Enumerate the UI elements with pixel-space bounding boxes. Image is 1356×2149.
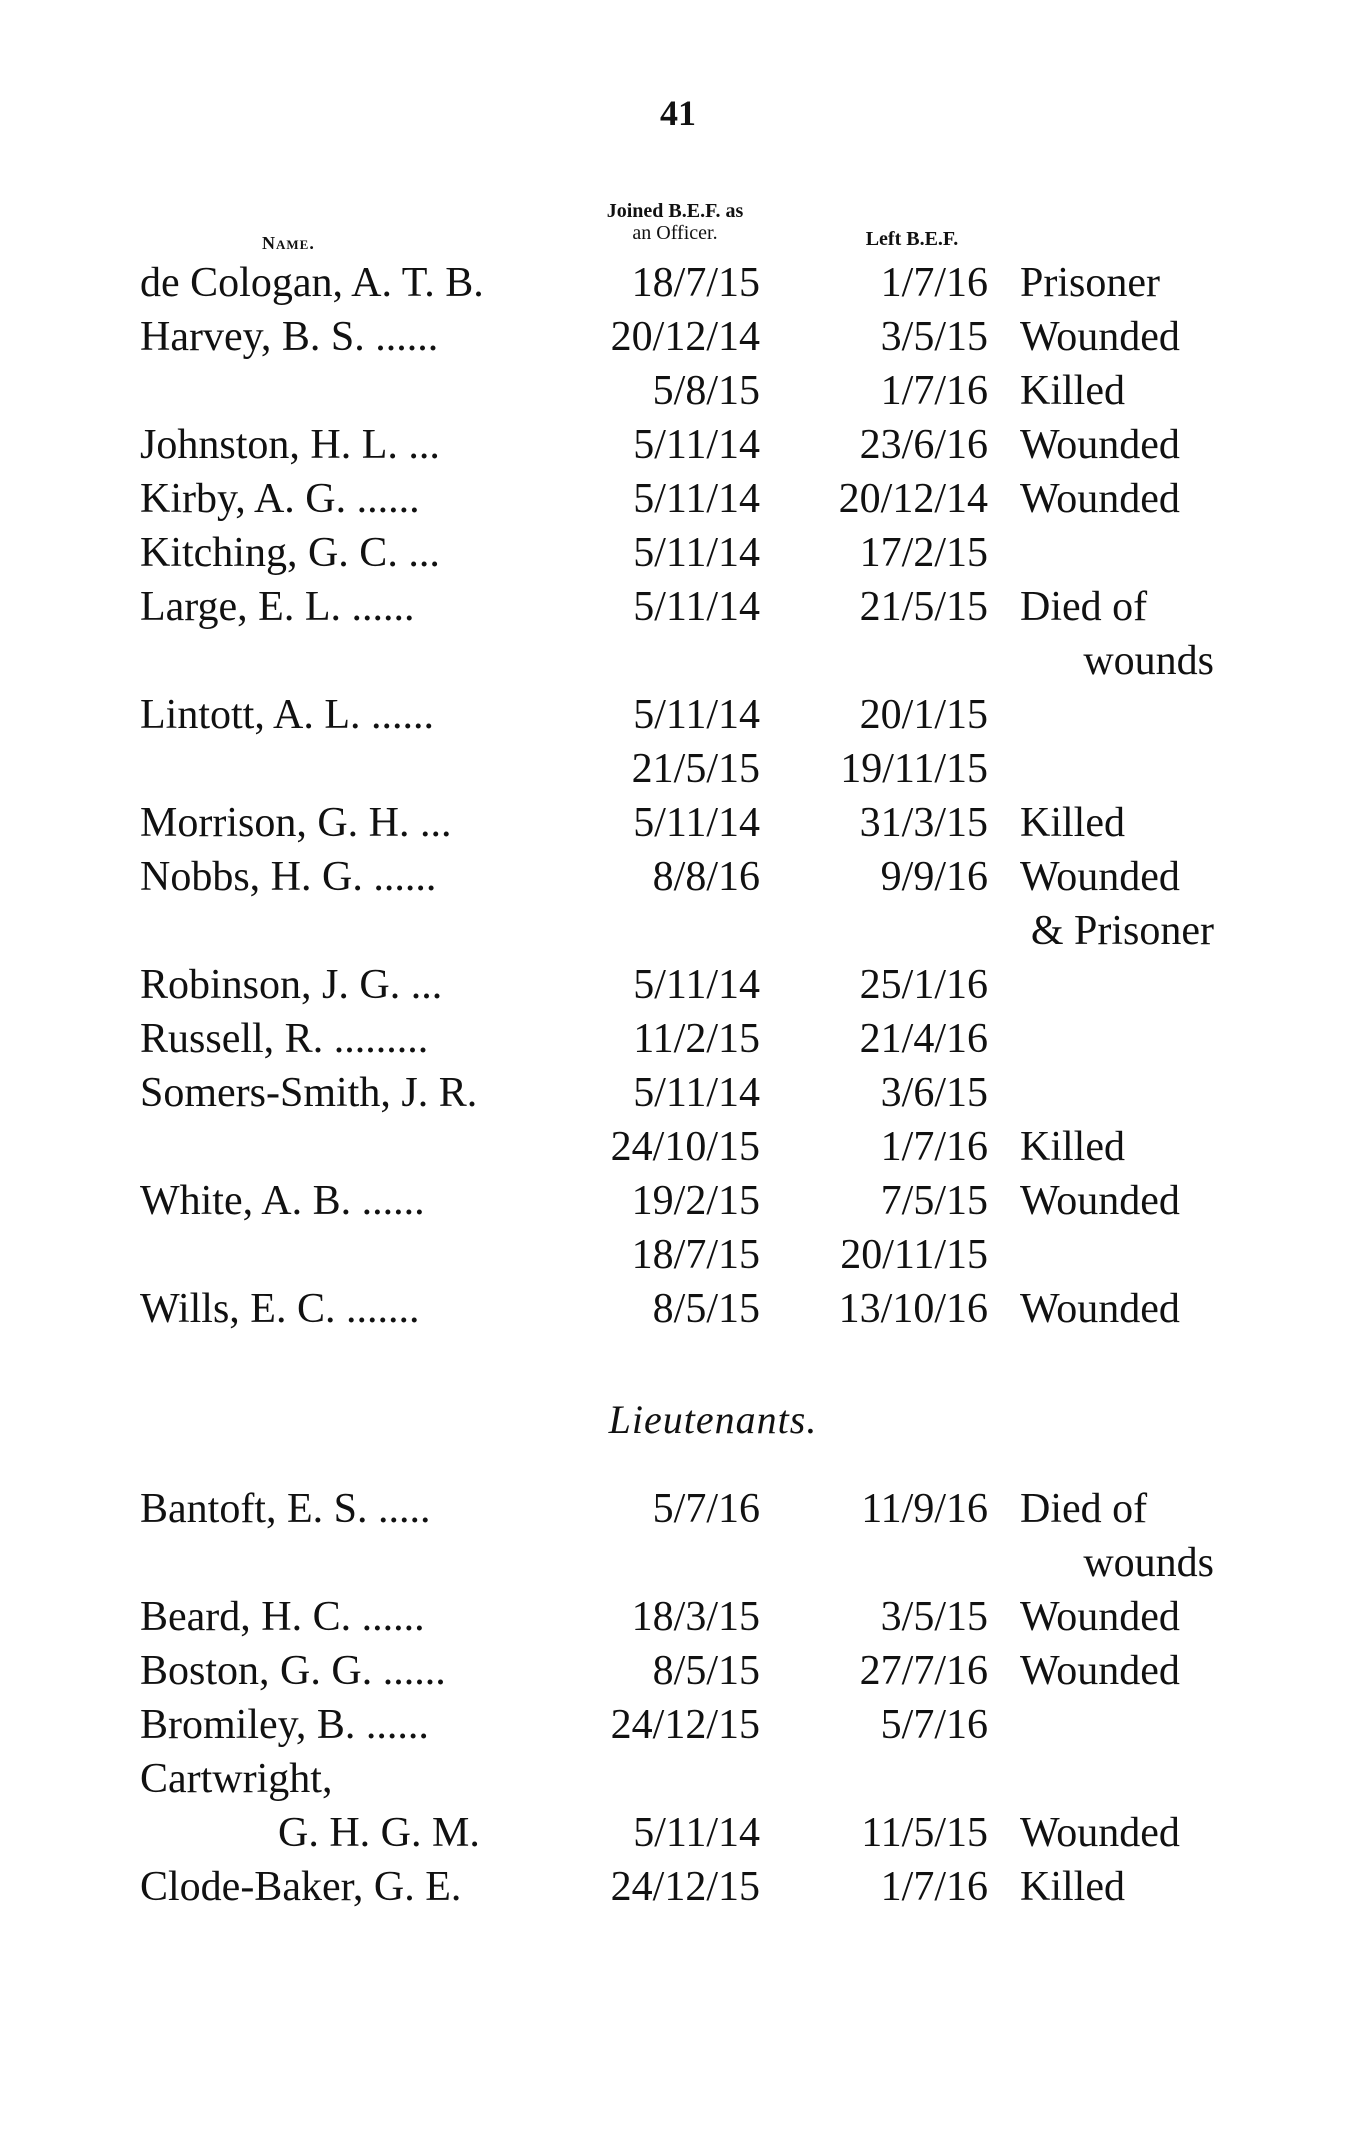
page-number: 41 <box>660 93 696 133</box>
remark: Wounded <box>1020 1594 1180 1640</box>
table-row <box>0 1806 1356 1860</box>
remark: Wounded <box>1020 854 1180 900</box>
joined-date: 24/10/15 <box>610 1124 760 1170</box>
table-row <box>0 1590 1356 1644</box>
remark: Prisoner <box>1020 260 1160 306</box>
column-header-name: Name. <box>262 233 315 253</box>
table-row <box>0 1752 1356 1806</box>
remark: & Prisoner <box>1030 908 1214 954</box>
remark: Wounded <box>1020 476 1180 522</box>
left-date: 20/1/15 <box>859 692 988 738</box>
table-row <box>0 1066 1356 1120</box>
left-date: 11/5/15 <box>861 1810 988 1856</box>
column-header-left: Left B.E.F. <box>865 228 959 250</box>
left-date: 19/11/15 <box>840 746 988 792</box>
joined-date: 5/11/14 <box>633 584 760 630</box>
remark: Wounded <box>1020 1286 1180 1332</box>
joined-date: 18/7/15 <box>631 260 760 306</box>
table-row <box>0 526 1356 580</box>
left-date: 1/7/16 <box>880 260 988 306</box>
remark: Killed <box>1020 368 1125 414</box>
joined-date: 21/5/15 <box>631 746 760 792</box>
joined-date: 8/5/15 <box>652 1648 760 1694</box>
remark: Killed <box>1020 1864 1125 1910</box>
left-date: 1/7/16 <box>880 1864 988 1910</box>
joined-date: 5/11/14 <box>633 422 760 468</box>
table-row <box>0 1482 1356 1536</box>
remark: Killed <box>1020 1124 1125 1170</box>
table-row <box>0 580 1356 634</box>
officer-name: Large, E. L. ...... <box>140 584 415 630</box>
table-row <box>0 1860 1356 1914</box>
officer-name: Kitching, G. C. ... <box>140 530 440 576</box>
left-date: 25/1/16 <box>859 962 988 1008</box>
left-date: 31/3/15 <box>859 800 988 846</box>
remark: Wounded <box>1020 1648 1180 1694</box>
table-row <box>0 256 1356 310</box>
table-row <box>0 1644 1356 1698</box>
officer-name: Clode-Baker, G. E. <box>140 1864 462 1910</box>
joined-date: 5/11/14 <box>633 800 760 846</box>
remark: Wounded <box>1020 1810 1180 1856</box>
left-date: 1/7/16 <box>880 368 988 414</box>
remark: Wounded <box>1020 314 1180 360</box>
officer-name: Kirby, A. G. ...... <box>140 476 420 522</box>
joined-date: 5/8/15 <box>652 368 760 414</box>
officer-name: Bromiley, B. ...... <box>140 1702 429 1748</box>
remark: Died of <box>1020 584 1148 630</box>
table-row <box>0 742 1356 796</box>
officer-name: Harvey, B. S. ...... <box>140 314 439 360</box>
left-date: 7/5/15 <box>880 1178 988 1224</box>
remark: Killed <box>1020 800 1125 846</box>
joined-date: 5/7/16 <box>652 1486 760 1532</box>
officer-name: de Cologan, A. T. B. <box>140 260 484 306</box>
remark: Wounded <box>1020 1178 1180 1224</box>
officer-name: Bantoft, E. S. ..... <box>140 1486 431 1532</box>
table-row <box>0 958 1356 1012</box>
table-row <box>0 310 1356 364</box>
officer-name: Boston, G. G. ...... <box>140 1648 446 1694</box>
table-row <box>0 1174 1356 1228</box>
left-date: 3/5/15 <box>880 314 988 360</box>
officer-name: Russell, R. ......... <box>140 1016 429 1062</box>
table-row <box>0 1228 1356 1282</box>
column-header-joined-line2: an Officer. <box>632 222 718 244</box>
column-header-joined-line1: Joined B.E.F. as <box>606 200 744 222</box>
officer-name: Robinson, J. G. ... <box>140 962 443 1008</box>
officer-name: Somers-Smith, J. R. <box>140 1070 478 1116</box>
joined-date: 20/12/14 <box>610 314 760 360</box>
left-date: 11/9/16 <box>861 1486 988 1532</box>
table-row <box>0 688 1356 742</box>
table-row <box>0 418 1356 472</box>
joined-date: 19/2/15 <box>631 1178 760 1224</box>
table-row <box>0 364 1356 418</box>
table-row <box>0 796 1356 850</box>
joined-date: 5/11/14 <box>633 692 760 738</box>
table-row <box>0 1012 1356 1066</box>
joined-date: 8/5/15 <box>652 1286 760 1332</box>
officer-name: White, A. B. ...... <box>140 1178 425 1224</box>
remark: wounds <box>1083 1540 1214 1586</box>
left-date: 1/7/16 <box>880 1124 988 1170</box>
left-date: 17/2/15 <box>859 530 988 576</box>
table-row <box>0 850 1356 904</box>
table-row <box>0 904 1356 958</box>
officer-name: Morrison, G. H. ... <box>140 800 452 846</box>
joined-date: 5/11/14 <box>633 962 760 1008</box>
officer-name: Lintott, A. L. ...... <box>140 692 434 738</box>
officer-name: G. H. G. M. <box>278 1810 480 1856</box>
joined-date: 5/11/14 <box>633 530 760 576</box>
left-date: 3/6/15 <box>880 1070 988 1116</box>
officer-name: Wills, E. C. ....... <box>140 1286 420 1332</box>
officer-name: Nobbs, H. G. ...... <box>140 854 437 900</box>
joined-date: 5/11/14 <box>633 476 760 522</box>
table-row <box>0 634 1356 688</box>
table-row <box>0 1120 1356 1174</box>
left-date: 9/9/16 <box>880 854 988 900</box>
table-row <box>0 1536 1356 1590</box>
left-date: 27/7/16 <box>859 1648 988 1694</box>
joined-date: 18/7/15 <box>631 1232 760 1278</box>
joined-date: 11/2/15 <box>633 1016 760 1062</box>
joined-date: 5/11/14 <box>633 1810 760 1856</box>
joined-date: 18/3/15 <box>631 1594 760 1640</box>
left-date: 5/7/16 <box>880 1702 988 1748</box>
left-date: 20/12/14 <box>838 476 988 522</box>
joined-date: 24/12/15 <box>610 1864 760 1910</box>
joined-date: 8/8/16 <box>652 854 760 900</box>
left-date: 20/11/15 <box>840 1232 988 1278</box>
column-header-joined <box>555 200 795 244</box>
remark: Wounded <box>1020 422 1180 468</box>
officer-name: Cartwright, <box>140 1756 333 1802</box>
left-date: 21/5/15 <box>859 584 988 630</box>
remark: Died of <box>1020 1486 1148 1532</box>
table-row <box>0 472 1356 526</box>
officer-name: Beard, H. C. ...... <box>140 1594 425 1640</box>
joined-date: 5/11/14 <box>633 1070 760 1116</box>
remark: wounds <box>1083 638 1214 684</box>
joined-date: 24/12/15 <box>610 1702 760 1748</box>
left-date: 21/4/16 <box>859 1016 988 1062</box>
table-row <box>0 1282 1356 1336</box>
left-date: 3/5/15 <box>880 1594 988 1640</box>
table-row <box>0 1698 1356 1752</box>
left-date: 13/10/16 <box>838 1286 988 1332</box>
section-title-lieutenants: Lieutenants. <box>608 1397 818 1442</box>
officer-name: Johnston, H. L. ... <box>140 422 440 468</box>
left-date: 23/6/16 <box>859 422 988 468</box>
